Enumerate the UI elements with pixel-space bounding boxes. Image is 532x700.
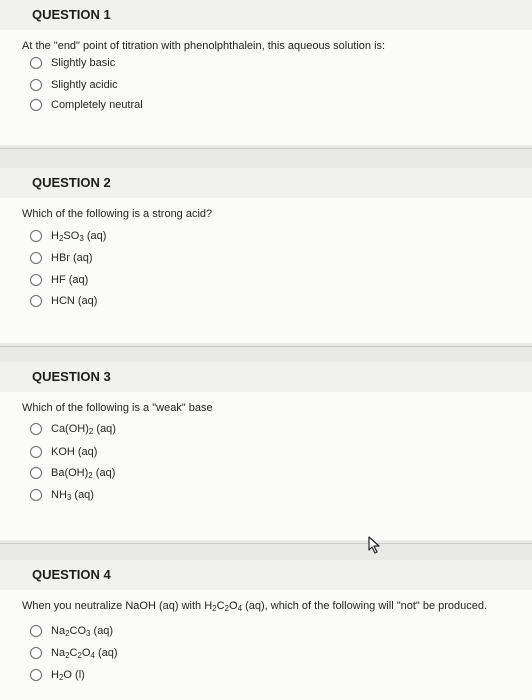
question-1-prompt: At the "end" point of titration with phenolphthalein, this aqueous solution is: [22,40,386,52]
question-2-prompt: Which of the following is a strong acid? [22,208,213,220]
radio-button-icon[interactable] [30,79,42,91]
q3-option-baoh2[interactable] [30,465,115,481]
radio-button-icon[interactable] [30,647,42,659]
option-label: HCN (aq) [51,295,98,307]
q2-option-hf[interactable] [30,272,88,288]
q2-option-hbr[interactable] [30,250,93,266]
question-3-prompt: Which of the following is a "weak" base [22,402,213,414]
q4-option-na2co3[interactable] [30,623,113,639]
radio-button-icon[interactable] [30,274,42,286]
q2-option-h2so3[interactable] [30,228,106,244]
option-label: Slightly basic [51,57,116,69]
divider [0,148,532,149]
divider [0,543,532,544]
radio-button-icon[interactable] [30,99,42,111]
radio-button-icon[interactable] [30,295,42,307]
question-4-prompt: When you neutralize NaOH (aq) with $H_2C_2O_4$ (aq), which of the following will "not" be produced. [22,600,488,613]
q1-option-slightly-basic[interactable] [30,55,115,71]
radio-button-icon[interactable] [30,230,42,242]
option-label: $Ba(OH)_2$ (aq) [51,466,116,480]
radio-button-icon[interactable] [30,57,42,69]
q4-option-na2c2o4[interactable] [30,645,118,661]
radio-button-icon[interactable] [30,489,42,501]
question-4-title: QUESTION 4 [32,567,111,582]
mouse-pointer-icon [368,536,382,554]
radio-button-icon[interactable] [30,423,42,435]
radio-button-icon[interactable] [30,252,42,264]
option-label: KOH (aq) [51,446,98,458]
question-3-header [0,362,532,392]
option-label: $Ca(OH)_2$ (aq) [51,422,116,436]
option-label: $H_2SO_3$ (aq) [51,229,107,243]
question-1-title: QUESTION 1 [32,7,111,22]
q3-option-caoh2[interactable] [30,421,116,437]
option-label: HBr (aq) [51,252,93,264]
q3-option-nh3[interactable] [30,487,94,503]
option-label: $Na_2C_2O_4$ (aq) [51,646,118,660]
option-label: Slightly acidic [51,79,118,91]
radio-button-icon[interactable] [30,467,42,479]
q1-option-slightly-acidic[interactable] [30,77,118,93]
option-label: $H_2O$ (l) [51,668,85,682]
option-label: $NH_3$ (aq) [51,488,94,502]
question-3-title: QUESTION 3 [32,369,111,384]
radio-button-icon[interactable] [30,625,42,637]
question-2-header [0,168,532,198]
option-label: HF (aq) [51,274,89,286]
q3-option-koh[interactable] [30,444,97,460]
q4-option-h2o[interactable] [30,667,85,683]
q1-option-completely-neutral[interactable] [30,97,143,113]
question-2-title: QUESTION 2 [32,175,111,190]
option-label: Completely neutral [51,99,143,111]
radio-button-icon[interactable] [30,446,42,458]
q2-option-hcn[interactable] [30,293,97,309]
question-4-header [0,560,532,590]
divider [0,346,532,347]
question-1-header [0,0,532,30]
radio-button-icon[interactable] [30,669,42,681]
option-label: $Na_2CO_3$ (aq) [51,624,114,638]
